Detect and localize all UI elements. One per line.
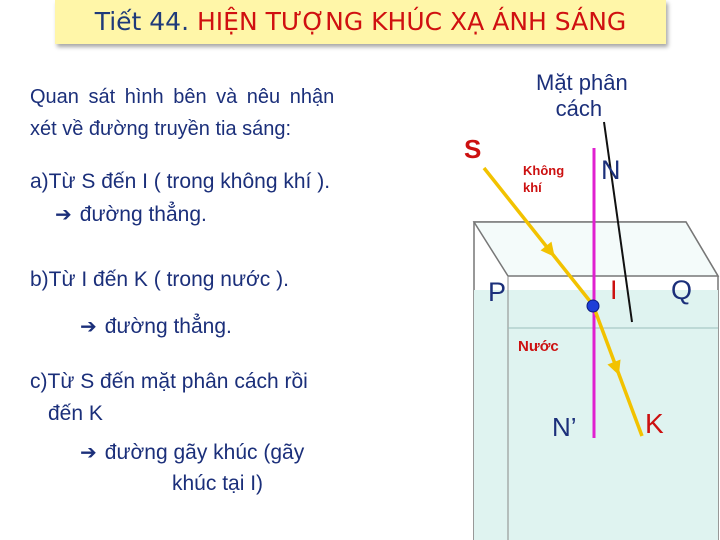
incidence-point bbox=[587, 300, 599, 312]
point-I-label: I bbox=[610, 275, 618, 305]
title-prefix: Tiết 44. bbox=[94, 7, 190, 36]
air-label-line-2: khí bbox=[523, 180, 542, 195]
item-c-text-2: đến K bbox=[48, 402, 103, 425]
right-arrow-icon: ➔ bbox=[80, 442, 97, 464]
item-b-text: b)Từ I đến K ( trong nước ). bbox=[30, 268, 289, 291]
item-c-result-1-text: đường gãy khúc (gãy bbox=[104, 441, 305, 464]
intro-line-2: xét về đường truyền tia sáng: bbox=[30, 118, 292, 140]
title-main: HIỆN TƯỢNG KHÚC XẠ ÁNH SÁNG bbox=[196, 7, 627, 36]
air-label bbox=[523, 162, 564, 196]
point-K-label: K bbox=[645, 408, 664, 439]
item-b-result-text: đường thẳng. bbox=[104, 315, 232, 338]
point-P-label: P bbox=[488, 277, 507, 307]
interface-label bbox=[536, 70, 628, 122]
item-a-text: a)Từ S đến I ( trong không khí ). bbox=[30, 170, 331, 193]
interface-label-line-1: Mặt phân bbox=[536, 70, 628, 95]
right-arrow-icon: ➔ bbox=[80, 316, 97, 338]
right-arrow-icon: ➔ bbox=[55, 204, 72, 226]
point-Q-label: Q bbox=[671, 275, 693, 305]
intro-line-1: Quan sát hình bên và nêu nhận bbox=[30, 86, 335, 108]
air-label-line-1: Không bbox=[523, 163, 565, 178]
normal-N-label: N bbox=[601, 155, 621, 185]
water-label: Nước bbox=[518, 338, 559, 355]
item-c-result-2: khúc tại I) bbox=[172, 472, 264, 495]
point-S-label: S bbox=[464, 134, 482, 164]
normal-N-prime-label: N’ bbox=[552, 412, 577, 442]
water-surface bbox=[474, 222, 718, 276]
interface-label-line-2: cách bbox=[555, 96, 603, 121]
item-c-text-1: c)Từ S đến mặt phân cách rồi bbox=[30, 370, 308, 393]
item-a-result-text: đường thẳng. bbox=[79, 203, 207, 226]
